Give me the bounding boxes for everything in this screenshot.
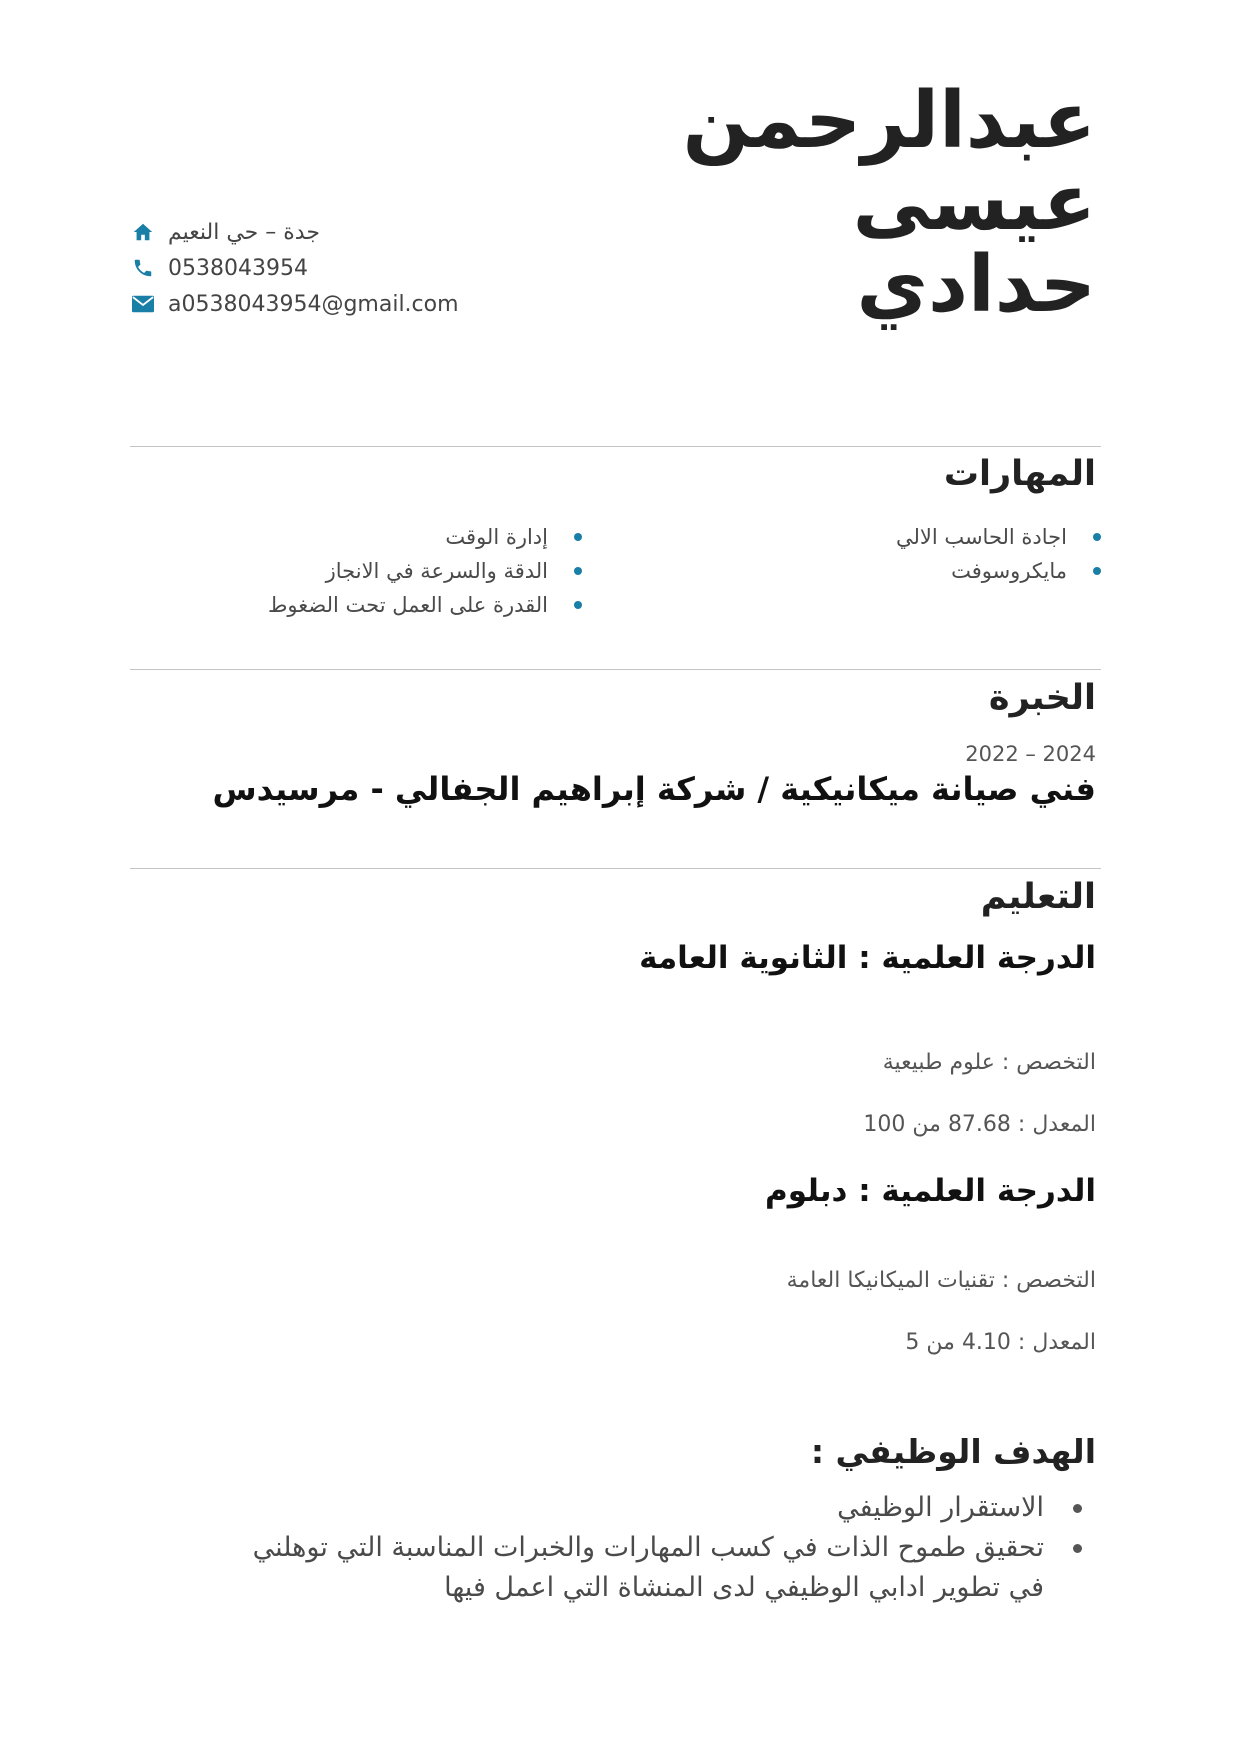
divider [130,446,1101,447]
bullet-icon [574,567,582,575]
address-text: جدة – حي النعيم [168,219,320,245]
list-item: الاستقرار الوظيفي [216,1488,1096,1528]
list-item: الدقة والسرعة في الانجاز [268,554,582,588]
list-item: إدارة الوقت [268,520,582,554]
contact-address [130,214,459,250]
bullet-icon [574,533,582,541]
mail-icon [130,291,156,317]
skills-title: المهارات [943,454,1096,494]
bullet-icon [1093,567,1101,575]
email-text[interactable]: a0538043954@gmail.com [168,291,459,317]
list-item: القدرة على العمل تحت الضغوط [268,588,582,622]
bullet-icon [1093,533,1101,541]
objective-list [216,1488,1096,1608]
degree-title: الدرجة العلمية : دبلوم [765,1173,1096,1209]
experience-date: 2022 – 2024 [965,742,1096,766]
list-item: تحقيق طموح الذات في كسب المهارات والخبرات المناسبة التي توهلني في تطوير ادابي الوظيفي لدى المنشاة التي اعمل فيها [216,1528,1096,1608]
phone-text[interactable]: 0538043954 [168,255,308,281]
name-line-3: حدادي [856,240,1096,330]
phone-icon [130,255,156,281]
gpa-text: المعدل : 87.68 من 100 [863,1112,1096,1137]
home-icon [130,219,156,245]
contact-info [130,214,459,322]
skills-list-left [268,520,582,622]
skills-list-right [896,520,1101,588]
candidate-name [682,76,1096,330]
divider [130,868,1101,869]
experience-role: فني صيانة ميكانيكية / شركة إبراهيم الجفالي - مرسيدس [212,770,1096,808]
degree-title: الدرجة العلمية : الثانوية العامة [639,940,1096,976]
experience-title: الخبرة [988,678,1096,718]
contact-email [130,286,459,322]
list-item: اجادة الحاسب الالي [896,520,1101,554]
major-text: التخصص : تقنيات الميكانيكا العامة [786,1268,1096,1293]
objective-title: الهدف الوظيفي : [810,1432,1096,1471]
major-text: التخصص : علوم طبيعية [882,1050,1096,1075]
bullet-icon [1073,1544,1082,1553]
contact-phone [130,250,459,286]
gpa-text: المعدل : 4.10 من 5 [905,1330,1096,1355]
name-line-2: عيسى [852,158,1096,248]
name-line-1: عبدالرحمن [682,76,1096,166]
divider [130,669,1101,670]
education-title: التعليم [980,877,1096,917]
list-item: مايكروسوفت [896,554,1101,588]
bullet-icon [1073,1504,1082,1513]
bullet-icon [574,601,582,609]
